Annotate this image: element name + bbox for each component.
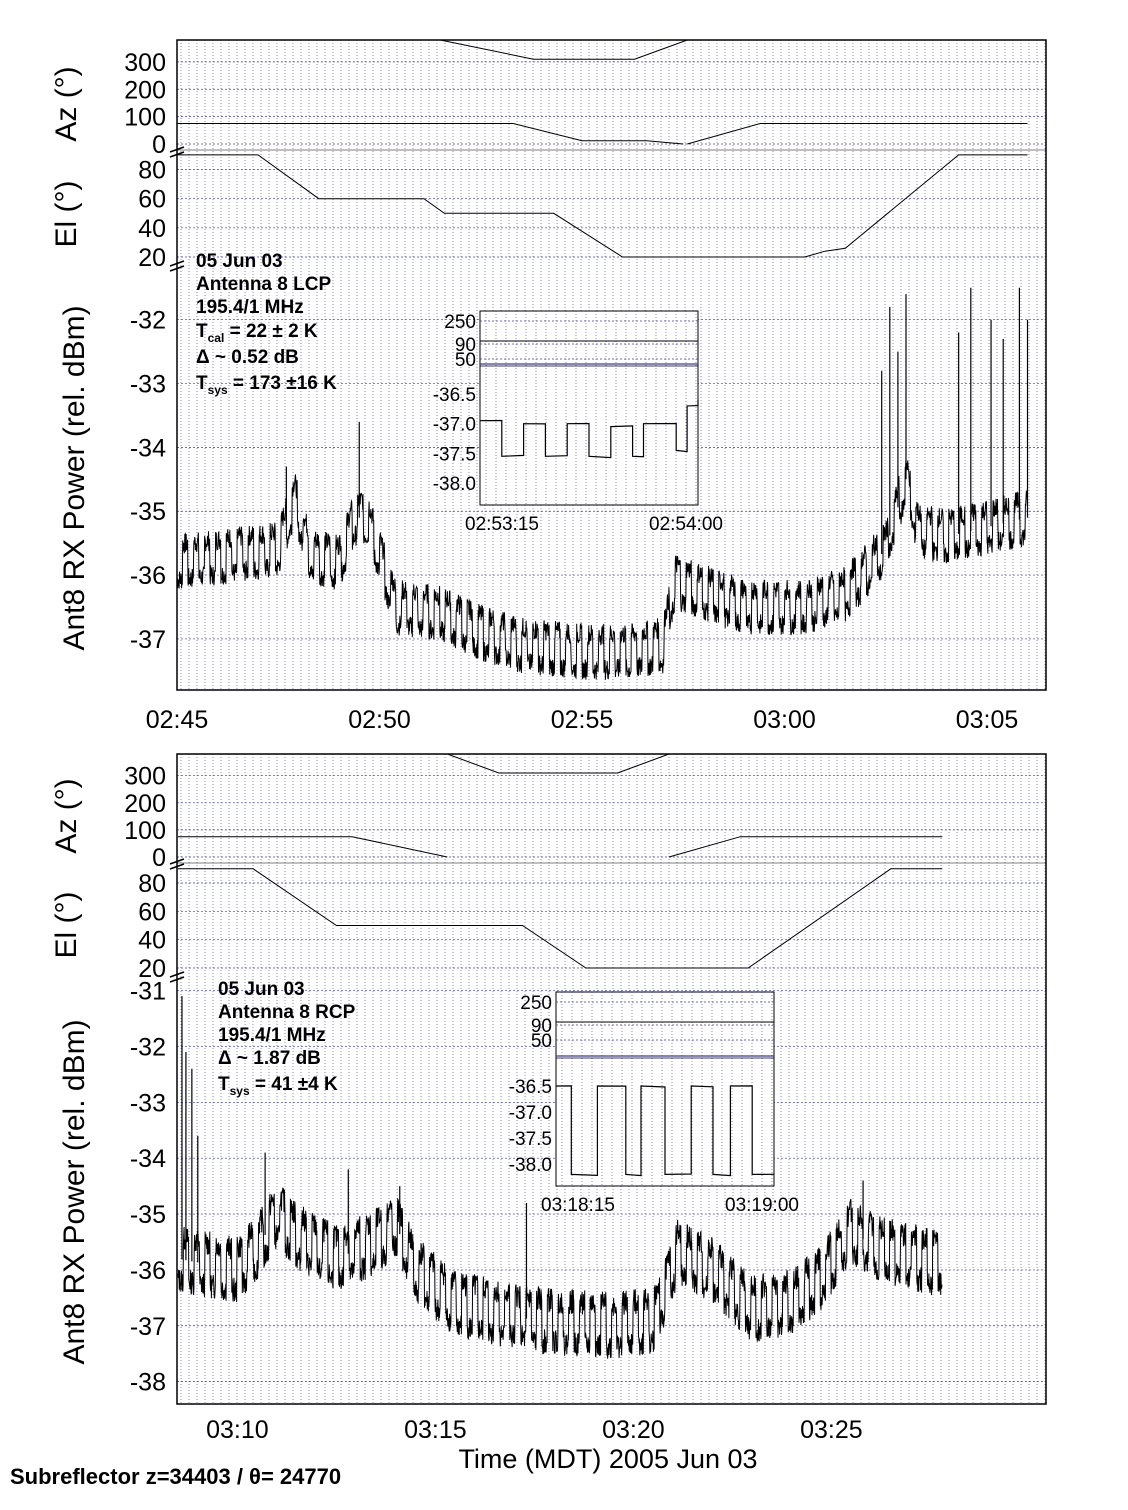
inset-x-tick-label: 03:19:00 — [725, 1195, 799, 1216]
inset-top-tick-label: 250 — [444, 312, 476, 333]
az-tick-label: 0 — [152, 844, 166, 872]
power-tick-label: -33 — [129, 1089, 166, 1118]
inset-power-tick-label: -38.0 — [508, 1155, 552, 1176]
power-tick-label: -35 — [129, 498, 166, 527]
bottom-el-trace — [178, 869, 942, 968]
x-tick-label: 02:50 — [348, 706, 411, 734]
el-tick-label: 80 — [138, 870, 166, 898]
x-tick-label: 03:05 — [955, 706, 1019, 734]
inset-power-tick-label: -38.0 — [432, 474, 476, 495]
el-tick-label: 20 — [138, 244, 166, 272]
top-ann-date: 05 Jun 03 — [196, 251, 283, 272]
inset-top-tick-label: 90 — [530, 1016, 552, 1037]
x-tick-label: 03:10 — [206, 1416, 269, 1444]
bottom-el-ylabel: El (°) — [50, 891, 83, 959]
power-tick-label: -37 — [129, 625, 166, 654]
x-tick-label: 03:20 — [602, 1416, 665, 1444]
el-tick-label: 40 — [138, 926, 166, 955]
az-line — [440, 40, 687, 59]
el-tick-label: 60 — [138, 185, 166, 214]
inset-top-tick-label: 50 — [530, 1031, 552, 1052]
inset-power-tick-label: -37.5 — [432, 444, 476, 466]
az-line — [447, 754, 669, 773]
top-ann-freq: 195.4/1 MHz — [196, 297, 304, 318]
power-tick-label: -35 — [129, 1201, 166, 1230]
power-tick-label: -32 — [129, 306, 166, 335]
inset-x-tick-label: 03:18:15 — [541, 1195, 615, 1216]
az-tick-label: 0 — [152, 131, 166, 159]
power-tick-label: -34 — [129, 1145, 166, 1174]
top-az-ylabel: Az (°) — [50, 66, 83, 142]
az-line — [669, 837, 942, 857]
az-tick-label: 100 — [124, 103, 166, 132]
el-tick-label: 20 — [138, 955, 166, 983]
power-tick-label: -31 — [129, 977, 166, 1006]
power-tick-label: -38 — [129, 1368, 166, 1397]
bottom-ann-delta: Δ ~ 1.87 dB — [218, 1048, 321, 1069]
az-line — [687, 124, 1027, 145]
az-tick-label: 300 — [124, 762, 166, 791]
bottom-az-trace — [178, 754, 942, 857]
top-panel — [50, 40, 1046, 734]
top-el-trace — [177, 155, 1028, 257]
bottom-ann-freq: 195.4/1 MHz — [218, 1025, 326, 1046]
x-tick-label: 02:45 — [145, 706, 209, 734]
footer-subreflector: Subreflector z=34403 / θ= 24770 — [10, 1464, 342, 1489]
inset-power-tick-label: -37.0 — [432, 414, 476, 436]
bottom-ann-antenna: Antenna 8 RCP — [218, 1002, 356, 1023]
top-inset — [433, 311, 723, 535]
az-line — [178, 837, 447, 857]
inset-power-tick-label: -36.5 — [432, 385, 476, 406]
bottom-panel — [50, 754, 1046, 1444]
az-tick-label: 100 — [124, 816, 166, 845]
power-tick-label: -36 — [129, 562, 166, 591]
x-axis-title: Time (MDT) 2005 Jun 03 — [458, 1444, 758, 1474]
x-tick-label: 02:55 — [550, 706, 614, 734]
x-tick-label: 03:15 — [404, 1416, 467, 1444]
inset-x-tick-label: 02:54:00 — [649, 514, 723, 535]
power-tick-label: -37 — [129, 1312, 166, 1341]
top-el-ylabel: El (°) — [50, 180, 83, 248]
inset-x-tick-label: 02:53:15 — [465, 514, 539, 535]
top-ann-tcal: $T_{cal} = 22 \pm 2$ K — [196, 321, 318, 345]
az-tick-label: 200 — [124, 789, 166, 818]
el-tick-label: 80 — [138, 156, 166, 185]
bottom-power-ylabel: Ant8 RX Power (rel. dBm) — [58, 1019, 91, 1365]
inset-top-tick-label: 250 — [520, 993, 552, 1014]
bottom-az-ylabel: Az (°) — [50, 778, 83, 854]
power-tick-label: -32 — [129, 1033, 166, 1062]
inset-frame — [480, 311, 698, 505]
inset-power-tick-label: -37.0 — [508, 1103, 552, 1124]
top-az-trace — [177, 40, 1028, 144]
el-tick-label: 40 — [138, 214, 166, 243]
bottom-ann-date: 05 Jun 03 — [218, 979, 305, 1000]
top-ann-delta: Δ ~ 0.52 dB — [196, 347, 299, 368]
x-tick-label: 03:25 — [800, 1416, 863, 1444]
el-tick-label: 60 — [138, 898, 166, 927]
power-tick-label: -33 — [129, 370, 166, 399]
bottom-annotation — [218, 979, 356, 1098]
bottom-inset — [509, 992, 799, 1216]
inset-top-tick-label: 50 — [454, 350, 476, 371]
bottom-ann-tsys: $T_{sys} = 41 \pm 4$ K — [218, 1074, 338, 1098]
inset-top-tick-label: 90 — [454, 335, 476, 356]
el-line — [178, 869, 942, 968]
el-line — [177, 155, 1028, 257]
x-tick-label: 03:00 — [753, 706, 816, 734]
az-tick-label: 200 — [124, 76, 166, 105]
az-tick-label: 300 — [124, 48, 166, 77]
inset-power-tick-label: -37.5 — [508, 1129, 552, 1150]
top-ann-antenna: Antenna 8 LCP — [196, 274, 332, 295]
power-tick-label: -36 — [129, 1256, 166, 1285]
power-tick-label: -34 — [129, 434, 166, 463]
top-annotation — [196, 251, 337, 397]
inset-power-tick-label: -36.5 — [508, 1077, 552, 1098]
top-power-ylabel: Ant8 RX Power (rel. dBm) — [58, 305, 91, 651]
top-ann-tsys: $T_{sys} = 173 \pm 16$ K — [196, 373, 337, 397]
